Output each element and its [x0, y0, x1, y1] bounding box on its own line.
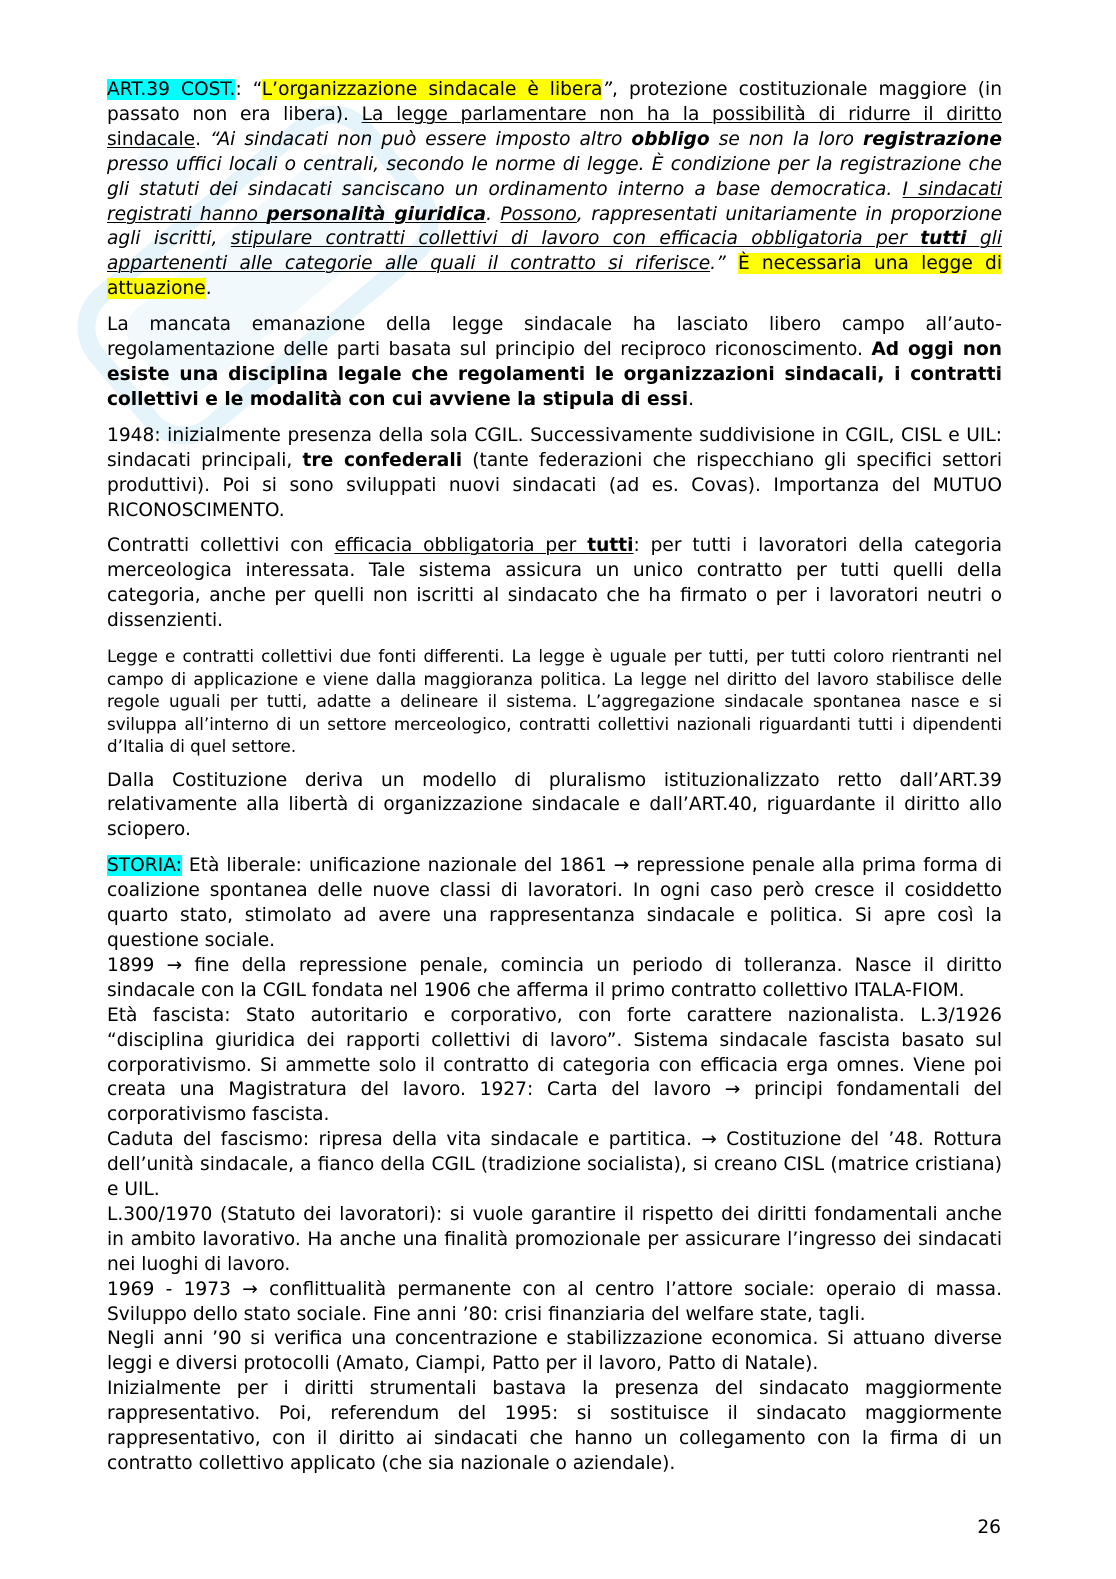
document-body [107, 78, 1002, 1477]
text-run: STORIA: [107, 855, 182, 877]
text-run: “Ai sindacati non può essere imposto altro [210, 128, 632, 150]
text-run: 1948: inizialmente presenza della sola CGIL. Successivamente suddivisione in CGIL, CISL e UIL: sindacati principali, [107, 424, 1002, 471]
text-run: se non la loro [709, 128, 864, 150]
text-run: ” [602, 79, 613, 100]
paragraph-storia-eta-liberale [107, 854, 1002, 954]
paragraph-storia-caduta-fascismo [107, 1128, 1002, 1203]
text-run: : per tutti i lavoratori della categoria merceologica interessata. Tale sistema assicura un unico contratto per tutti quelli della categoria, anche per quelli non iscritti al sindacato che ha firmato o per i lavoratori neutri o dissenzienti. [107, 535, 1002, 632]
paragraph-storia-statuto-lavoratori [107, 1203, 1002, 1278]
text-run: L.300/1970 (Statuto dei lavoratori): si vuole garantire il rispetto dei diritti fondamentali anche in ambito lavorativo. Ha anche una finalità promozionale per assicurare l’ingresso dei sindacati nei luoghi di lavoro. [107, 1203, 1002, 1275]
text-run: Inizialmente per i diritti strumentali bastava la presenza del sindacato maggiormente rappresentativo. Poi, referendum del 1995: si sostituisce il sindacato maggiormente rappresentativo, con il diritto ai sindacati che hanno un collegamento con la firma di un contratto collettivo applicato (che sia nazionale o aziendale). [107, 1378, 1002, 1474]
text-run: È necessaria una legge di attuazione [107, 253, 1002, 300]
paragraph-legge-sindacale [107, 313, 1002, 413]
text-run: Possono [500, 203, 577, 225]
text-run: . [486, 203, 501, 225]
text-run: . [205, 278, 212, 300]
text-run: tutti [587, 535, 634, 557]
text-run: L’organizzazione sindacale è libera [261, 79, 603, 100]
page-number: 26 [977, 1517, 1001, 1538]
text-run: gli appartenenti alle categorie alle quali il contratto si riferisce [107, 228, 1002, 275]
text-run: , protezione costituzionale maggiore (in passato non era libera). [107, 79, 1002, 125]
text-run: 1969 - 1973 → conflittualità permanente con al centro l’attore sociale: operaio di massa. Sviluppo dello stato sociale. Fine anni ’80: crisi finanziaria del welfare state, tagli. [107, 1278, 1002, 1325]
text-run: efficacia obbligatoria per [334, 535, 588, 557]
text-run: Età fascista: Stato autoritario e corporativo, con forte carattere nazionalista. L.3/1926 “disciplina giuridica dei rapporti collettivi di lavoro”. Sistema sindacale fascista basato sul corporativismo. Si ammette solo il contratto di categoria con efficacia erga omnes. Viene poi creata una Magistratura del lavoro. 1927: Carta del lavoro → principi fondamentali del corporativismo fascista. [107, 1004, 1002, 1126]
paragraph-costituzione [107, 769, 1002, 844]
text-run: ART.39 COST. [107, 79, 236, 100]
text-run: . [688, 388, 695, 410]
text-run: obbligo [631, 128, 710, 150]
text-run: Negli anni ’90 si verifica una concentrazione e stabilizzazione economica. Si attuano diverse leggi e diversi protocolli (Amato, Ciampi, Patto per il lavoro, Patto di Natale). [107, 1328, 1002, 1375]
text-run: Caduta del fascismo: ripresa della vita sindacale e partitica. → Costituzione del ’48. Rottura dell’unità sindacale, a fianco della CGIL (tradizione socialista), si creano CISL (matrice cristiana) e UIL. [107, 1129, 1002, 1201]
text-run: Contratti collettivi con [107, 535, 335, 557]
text-run: .” [710, 253, 738, 275]
text-run: I sindacati registrati hanno [107, 178, 1002, 225]
text-run: La legge parlamentare non ha la possibilità di ridurre il diritto sindacale [107, 103, 1003, 150]
text-run: registrazione [863, 128, 1002, 150]
text-run: : “ [235, 79, 262, 100]
text-run: personalità giuridica [266, 203, 487, 225]
paragraph-storia-1969-1973 [107, 1278, 1002, 1328]
text-run: presso uffici locali o centrali, secondo le norme di legge. È condizione per la registrazione che gli statuti dei sindacati sanciscano un ordinamento interno a base democratica. [107, 153, 1002, 200]
paragraph-1948 [107, 424, 1002, 524]
paragraph-art39 [107, 78, 1002, 302]
text-run: Ad oggi non esiste una disciplina legale che regolamenti le organizzazioni sindacali, i contratti collettivi e le modalità con cui avviene la stipula di essi [107, 339, 1002, 410]
paragraph-storia-eta-fascista [107, 1004, 1002, 1129]
paragraph-storia-referendum [107, 1377, 1002, 1477]
text-run: (tante federazioni che rispecchiano gli specifici settori produttivi). Poi si sono sviluppati nuovi sindacati (ad es. Covas). Importanza del MUTUO RICONOSCIMENTO. [107, 449, 1002, 521]
text-run: Età liberale: unificazione nazionale del 1861 → repressione penale alla prima forma di coalizione spontanea delle nuove classi di lavoratori. In ogni caso però cresce il cosiddetto quarto stato, stimolato ad avere una rappresentanza sindacale e politica. Si apre così la questione sociale. [107, 855, 1002, 951]
paragraph-contratti-collettivi [107, 534, 1002, 634]
text-run: Dalla Costituzione deriva un modello di pluralismo istituzionalizzato retto dall’ART.39 relativamente alla libertà di organizzazione sindacale e dall’ART.40, riguardante il diritto allo sciopero. [107, 769, 1002, 841]
text-run: La mancata emanazione della legge sindacale ha lasciato libero campo all’auto-regolamentazione delle parti basata sul principio del reciproco riconoscimento. [107, 314, 1002, 361]
text-run: stipulare contratti collettivi di lavoro con efficacia obbligatoria per [230, 228, 921, 250]
text-run: . [195, 128, 211, 150]
text-run: , rappresentati unitariamente in proporzione agli iscritti, [107, 203, 1003, 250]
paragraph-fonti [107, 645, 1002, 758]
text-run: tre confederali [302, 449, 463, 471]
paragraph-storia-1899 [107, 954, 1002, 1004]
text-run: 1899 → fine della repressione penale, comincia un periodo di tolleranza. Nasce il diritto sindacale con la CGIL fondata nel 1906 che afferma il primo contratto collettivo ITALA-FIOM. [107, 954, 1002, 1001]
paragraph-storia-anni-90 [107, 1327, 1002, 1377]
text-run: Legge e contratti collettivi due fonti differenti. La legge è uguale per tutti, per tutti coloro rientranti nel campo di applicazione e viene dalla maggioranza politica. La legge nel diritto del lavoro stabilisce delle regole uguali per tutti, adatte a delineare il sistema. L’aggregazione sindacale spontanea nasce e si sviluppa all’interno di un settore merceologico, contratti collettivi nazionali riguardanti tutti i dipendenti d’Italia di quel settore. [107, 646, 1002, 757]
storia-section [107, 854, 1002, 1477]
text-run: tutti [920, 228, 967, 250]
